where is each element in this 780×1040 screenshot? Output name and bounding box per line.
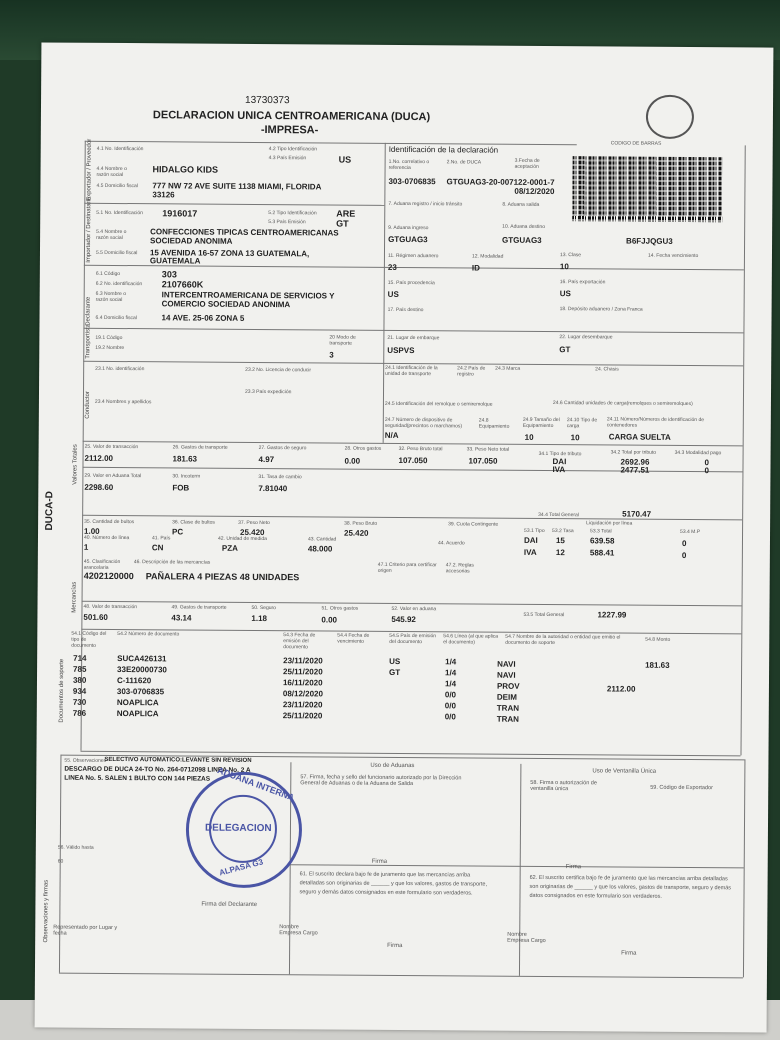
label-25: 25. Valor de transacción	[84, 443, 139, 451]
value-53-5: 1227.99	[597, 610, 627, 620]
label-29: 29. Valor en Aduana Total	[84, 472, 142, 480]
doc-date: 08/12/2020	[282, 689, 323, 699]
value-52: 545.92	[391, 614, 416, 625]
label-62: 62. El suscrito certifica bajo fe de juramento que las mercancías arriba detalladas son originarias de ______ y que los valores, gastos de transporte, seguro y demás datos consignados en este formulario son verdaderos.	[529, 874, 732, 900]
rule	[85, 141, 577, 145]
doc-line: 0/0	[444, 690, 457, 700]
value-24-9: 10	[524, 432, 534, 442]
value-31: 7.81040	[258, 483, 288, 494]
value-6-1: 303	[161, 269, 177, 280]
liq-header: Liquidación por línea	[586, 520, 633, 527]
doc-authority: NAVI	[497, 670, 516, 680]
doc-code: 785	[73, 664, 87, 674]
tributo-tipo-0: DAI	[552, 457, 567, 467]
value-21: USPVS	[387, 345, 415, 356]
section-conductor-label: Conductor	[84, 391, 92, 419]
label-18: 18. Depósito aduanero / Zona Franca	[559, 306, 643, 313]
section-valores-label: Valores Totales	[72, 444, 79, 485]
stamp-top-text: ADUANA INTERNA	[216, 765, 296, 803]
tributo-modo-0: 0	[704, 458, 710, 468]
label-26: 26. Gastos de transporte	[172, 444, 228, 451]
doc-number: 33E20000730	[117, 665, 167, 675]
doc-line: 1/4	[444, 679, 457, 689]
doc-date: 25/11/2020	[283, 667, 323, 677]
doc-code: 730	[72, 697, 87, 707]
label-50: 50. Seguro	[251, 604, 276, 612]
right-border	[740, 145, 745, 755]
value-51: 0.00	[321, 615, 338, 625]
value-2: GTGUAG3-20-007122-0001-7	[446, 177, 555, 188]
value-5-5-b: GUATEMALA	[149, 256, 201, 266]
section-documentos-label: Documentos de soporte	[58, 658, 66, 723]
value-control-code: B6FJJQGU3	[626, 236, 673, 246]
section-observaciones-label: Observaciones y firmas	[43, 879, 50, 943]
tributo-total-0: 2692.96	[620, 457, 650, 467]
label-52: 52. Valor en aduana	[391, 605, 437, 613]
section-exportador-label: Exportador / Proveedor	[86, 138, 93, 201]
doc-header-authority: 54.7 Nombre de la autoridad o entidad que emitió el documento de soporte	[505, 633, 621, 647]
duca-document	[35, 42, 774, 1032]
label-34-4: 34.4 Total General	[538, 511, 579, 519]
label-15: 15. País procedencia	[387, 279, 435, 287]
nombre-empresa-aduanas: Nombre Empresa Cargo	[279, 924, 318, 937]
label-24-5: 24.5 Identificación del remolque o semiremolque	[384, 400, 493, 408]
liq-mp-0: 0	[681, 538, 687, 548]
doc-authority: TRAN	[496, 703, 520, 713]
value-34-4: 5170.47	[622, 509, 652, 519]
doc-date: 23/11/2020	[283, 656, 323, 666]
value-5-2: ARE	[336, 208, 356, 219]
label-24-10: 24.10 Tipo de carga	[566, 417, 598, 430]
value-48: 501.60	[83, 612, 108, 622]
doc-number: C-111620	[116, 675, 152, 686]
value-15: US	[387, 289, 399, 299]
doc-authority: NAVI	[497, 659, 516, 669]
value-6-3-b: COMERCIO SOCIEDAD ANONIMA	[161, 299, 291, 310]
doc-header-expiry: 54.4 Fecha de vencimiento	[337, 632, 370, 645]
label-4-4: 4.4 Nombre o razón social	[96, 165, 127, 179]
value-40: 1	[83, 542, 89, 552]
label-24-2: 24.2 País de registro	[457, 365, 486, 378]
label-61: 61. El suscrito declara bajo fe de juramento que las mercancías arriba detalladas son originarias de ______ y que los valores, gastos de transporte, seguro y demás datos consignados en este formulario son verdaderos.	[299, 871, 488, 897]
label-58: 58. Firma o autorización de ventanilla única	[530, 779, 597, 793]
label-60: 60	[57, 858, 64, 865]
rule	[59, 973, 743, 979]
section-declarante-label: Declarante	[85, 296, 92, 326]
value-25: 2112.00	[84, 453, 114, 463]
label-11: 11. Régimen aduanero	[387, 252, 439, 260]
customs-logo	[646, 95, 694, 139]
label-36: 36. Clase de bultos	[172, 519, 215, 526]
label-5-4: 5.4 Nombre o razón social	[96, 228, 127, 242]
label-57: 57. Firma, fecha y sello del funcionario autorizado por la Dirección General de Aduanas o de la Aduana de Salida	[300, 774, 462, 788]
label-24-11: 24.11 Número/Números de identificación de contenedores	[606, 416, 705, 429]
doc-header-amount: 54.8 Monto	[645, 636, 671, 643]
label-24-chasis: 24. Chasis	[595, 366, 619, 373]
value-29: 2298.60	[84, 482, 114, 492]
label-24-8: 24.8 Equipamiento	[478, 417, 510, 430]
doc-line: 1/4	[445, 668, 457, 678]
label-19-2: 19.2 Nombre	[95, 344, 125, 352]
value-1: 303-0706835	[388, 176, 436, 187]
value-5-3: GT	[336, 218, 349, 229]
value-26: 181.63	[172, 454, 198, 464]
customs-stamp	[186, 765, 303, 888]
liq-tipo-1: IVA	[523, 547, 537, 557]
label-4-2: 4.2 Tipo Identificación	[268, 146, 318, 153]
firma-ventanilla: Firma	[565, 864, 582, 871]
value-5-4-a: CONFECCIONES TIPICAS CENTROAMERICANAS	[150, 227, 339, 238]
label-10: 10. Aduana destino	[502, 223, 546, 230]
label-53-2: 53.2 Tasa	[552, 528, 574, 535]
value-49: 43.14	[171, 613, 192, 623]
label-6-3: 6.3 Nombre o razón social	[95, 290, 127, 304]
label-55: 55. Observaciones	[64, 757, 107, 764]
barcode-label: CODIGO DE BARRAS	[610, 140, 662, 147]
value-12: ID	[471, 263, 480, 273]
rule	[84, 203, 384, 206]
label-20: 20 Modo de transporte	[329, 334, 356, 347]
value-3: 08/12/2020	[514, 186, 555, 197]
value-46: PAÑALERA 4 PIEZAS 48 UNIDADES	[145, 571, 300, 583]
value-4-5-a: 777 NW 72 AVE SUITE 1138 MIAMI, FLORIDA	[152, 181, 322, 192]
value-43: 48.000	[307, 544, 333, 554]
value-38: 25.420	[343, 528, 369, 538]
label-34-2: 34.2 Total por tributo	[610, 449, 657, 456]
value-55-b: DESCARGO DE DUCA 24-TO No. 264-0712098 LINEA No. 2 A	[64, 765, 251, 774]
label-51: 51. Otros gastos	[321, 605, 359, 612]
firma-aduanas: Firma	[371, 858, 388, 865]
value-13: 10	[559, 262, 569, 272]
doc-amount: 2112.00	[606, 684, 636, 694]
tributo-modo-1: 0	[704, 466, 709, 476]
value-5-5-a: 15 AVENIDA 16-57 ZONA 13 GUATEMALA,	[149, 248, 310, 259]
doc-code: 786	[72, 708, 87, 718]
doc-amount: 181.63	[645, 660, 670, 670]
value-33: 107.050	[468, 456, 498, 466]
doc-line: 0/0	[444, 701, 456, 711]
section-transportista-label: Transportista	[85, 323, 92, 359]
label-47-2: 47.2. Reglas accesorias	[445, 562, 474, 575]
label-2: 2.No. de DUCA	[446, 159, 482, 166]
label-30: 30. Incoterm	[172, 473, 201, 480]
label-34-1: 34.1 Tipo de tributo	[538, 450, 582, 458]
value-30: FOB	[172, 483, 190, 493]
value-9: GTGUAG3	[388, 234, 428, 245]
nombre-empresa-ventanilla: Nombre Empresa Cargo	[507, 931, 546, 944]
label-22: 22. Lugar desembarque	[559, 334, 613, 341]
stamp-bottom-text: ALPASA G3	[218, 857, 265, 878]
label-24-3: 24.3 Marca	[495, 365, 521, 372]
liq-total-0: 639.58	[589, 536, 615, 546]
barcode-image	[572, 156, 722, 222]
label-41: 41. País	[151, 535, 171, 542]
doc-code: 380	[72, 675, 87, 685]
label-19-1: 19.1 Código	[95, 334, 123, 342]
value-6-2: 2107660K	[161, 279, 204, 290]
label-46: 46. Descripción de las mercancías	[133, 559, 211, 566]
value-41: CN	[151, 543, 164, 553]
label-28: 28. Otros gastos	[344, 445, 382, 452]
value-55-a: SELECTIVO AUTOMATICO:LEVANTE SIN REVISION	[104, 756, 252, 764]
label-9: 9. Aduana ingreso	[388, 224, 429, 232]
label-59: 59. Código de Exportador	[650, 784, 713, 792]
label-43: 43. Cantidad	[307, 536, 337, 543]
doc-header-code: 54.1 Código del tipo de documento	[71, 630, 107, 649]
label-34-3: 34.3 Modalidad pago	[674, 449, 722, 457]
doc-number: 303-0706835	[116, 686, 165, 697]
value-22: GT	[559, 345, 571, 355]
doc-line: 1/4	[445, 657, 457, 667]
label-23-2: 23.2 No. Licencia de conducir	[245, 366, 312, 374]
rule	[83, 328, 743, 334]
doc-header-country: 54.5 País de emisión del documento	[389, 632, 437, 646]
value-4-3: US	[338, 154, 352, 165]
label-12: 12. Modalidad	[471, 253, 504, 260]
doc-authority: TRAN	[496, 714, 519, 724]
label-3: 3.Fecha de aceptación	[514, 157, 540, 170]
value-32: 107.050	[398, 455, 428, 466]
label-4-1: 4.1 No. Identificación	[96, 145, 144, 153]
value-55-c: LINEA No. 5. SALEN 1 BULTO CON 144 PIEZAS	[64, 774, 211, 783]
label-42: 42. Unidad de medida	[217, 535, 267, 543]
duca-side-tag: DUCA-D	[44, 491, 56, 531]
firma-bottom-ventanilla: Firma	[621, 950, 637, 957]
center-divider	[383, 143, 386, 443]
value-37: 25.420	[240, 527, 265, 538]
label-37: 37. Peso Neto	[238, 519, 270, 527]
stamp-middle-text: DELEGACION	[204, 822, 272, 835]
value-42: PZA	[221, 543, 238, 553]
label-5-5: 5.5 Domicilio fiscal	[95, 249, 138, 257]
value-24-11: CARGA SUELTA	[608, 432, 671, 442]
doc-number: NOAPLICA	[116, 697, 159, 708]
doc-number: NOAPLICA	[116, 708, 159, 719]
uso-aduanas-header: Uso de Aduanas	[370, 762, 415, 770]
label-48: 48. Valor de transacción	[83, 603, 138, 611]
tributo-tipo-1: IVA	[552, 465, 566, 475]
doc-country: US	[389, 656, 401, 666]
label-5-1: 5.1 No. Identificación	[96, 209, 143, 217]
label-53-5: 53.5 Total General	[523, 611, 565, 619]
value-6-4: 14 AVE. 25-06 ZONA 5	[161, 313, 245, 323]
label-5-3: 5.3 País Emisión	[268, 219, 306, 226]
label-40: 40. Número de línea	[83, 534, 130, 542]
doc-code: 714	[73, 653, 87, 663]
doc-header-date: 54.3 Fecha de emisión del documento	[283, 632, 316, 651]
label-39: 39. Cuota Contingente	[448, 521, 499, 528]
label-38: 38. Peso Bruto	[344, 520, 378, 527]
section-mercancias-label: Mercancías	[71, 581, 78, 613]
liq-total-1: 588.41	[589, 548, 615, 558]
value-24-7: N/A	[384, 430, 399, 440]
label-27: 27. Gastos de seguro	[258, 444, 307, 452]
label-21: 21. Lugar de embarque	[387, 334, 440, 342]
value-5-4-b: SOCIEDAD ANONIMA	[150, 236, 233, 246]
value-36: PC	[172, 527, 184, 537]
doc-authority: PROV	[496, 681, 520, 691]
label-23-4: 23.4 Nombres y apellidos	[94, 398, 152, 406]
firma-bottom-aduanas: Firma	[387, 942, 403, 949]
label-32: 32. Peso Bruto total	[398, 445, 443, 453]
doc-date: 16/11/2020	[282, 678, 323, 688]
label-23-3: 23.3 País expedición	[244, 388, 292, 396]
label-24-1: 24.1 Identificación de la unidad de transporte	[385, 364, 438, 378]
doc-header-line: 54.6 Línea (al que aplica el documento)	[443, 633, 499, 646]
value-45: 4202120000	[83, 570, 134, 582]
doc-country: GT	[389, 667, 401, 677]
value-24-10: 10	[570, 433, 580, 443]
rule	[519, 764, 521, 976]
rule	[290, 864, 744, 871]
label-17: 17. País destino	[387, 306, 424, 314]
label-24-6: 24.6 Cantidad unidades de carga(remolques o semiremolques)	[552, 400, 693, 408]
label-53-3: 53.3 Total	[590, 528, 612, 535]
label-8: 8. Aduana salida	[502, 201, 540, 208]
label-35: 35. Cantidad de bultos	[84, 518, 135, 526]
value-16: US	[559, 289, 571, 299]
liq-tipo-0: DAI	[523, 535, 538, 545]
label-47-1: 47.1 Criterio para certificar origen	[377, 561, 437, 574]
label-6-2: 6.2 No. identificación	[95, 280, 143, 288]
liq-tasa-1: 12	[555, 548, 565, 558]
value-4-5-b: 33126	[152, 190, 175, 200]
label-33: 33. Peso Neto total	[466, 446, 510, 453]
document-title: DECLARACION UNICA CENTROAMERICANA (DUCA)	[152, 109, 431, 124]
label-4-3: 4.3 País Emisión	[268, 155, 307, 162]
doc-code: 934	[72, 686, 87, 696]
value-27: 4.97	[258, 454, 275, 465]
doc-header-number: 54.2 Número de documento	[117, 631, 180, 638]
label-6-4: 6.4 Domicilio fiscal	[95, 314, 137, 322]
label-4-5: 4.5 Domicilio fiscal	[96, 182, 138, 190]
label-53-4: 53.4 M.P	[680, 528, 701, 536]
label-24-7: 24.7 Número de dispositivo de seguridad(precintos o marchamos)	[384, 416, 463, 430]
document-subtitle: -IMPRESA-	[260, 123, 319, 137]
doc-line: 0/0	[444, 712, 456, 722]
label-24-9: 24.9 Tamaño del Equipamiento	[522, 416, 560, 430]
label-53-1: 53.1 Tipo	[524, 527, 545, 534]
value-28: 0.00	[344, 456, 361, 466]
label-56: 56. Válido hasta	[57, 844, 94, 851]
label-23-1: 23.1 No. identificación	[95, 365, 145, 373]
tributo-total-1: 2477.51	[620, 465, 650, 475]
label-16: 16. País exportación	[559, 279, 606, 286]
doc-date: 23/11/2020	[282, 700, 323, 710]
document-number: 13730373	[245, 94, 290, 107]
identificacion-header: Identificación de la declaración	[388, 144, 499, 155]
label-49: 49. Gastos de transporte	[171, 604, 227, 611]
value-5-1: 1916017	[162, 208, 198, 219]
label-13: 13. Clase	[559, 252, 582, 259]
label-45: 45. Clasificación arancelaria	[83, 558, 121, 571]
value-11: 23	[387, 262, 397, 272]
label-5-2: 5.2 Tipo Identificación	[268, 210, 317, 217]
rule	[84, 262, 744, 272]
value-20: 3	[329, 350, 334, 360]
liq-tasa-0: 15	[555, 536, 565, 546]
value-10: GTGUAG3	[502, 235, 542, 245]
value-4-4: HIDALGO KIDS	[152, 164, 219, 175]
representado-label: Representado por Lugar y fecha	[53, 924, 118, 937]
label-31: 31. Tasa de cambio	[258, 473, 302, 481]
firma-declarante: Firma del Declarante	[201, 901, 258, 908]
value-35: 1.00	[84, 526, 100, 536]
label-44: 44. Acuerdo	[437, 540, 465, 547]
label-7: 7. Aduana registro / inicio tránsito	[388, 200, 463, 208]
doc-date: 25/11/2020	[282, 711, 323, 721]
liq-mp-1: 0	[681, 550, 687, 560]
doc-number: SUCA426131	[117, 654, 167, 664]
label-14: 14. Fecha vencimiento	[647, 252, 699, 260]
section-importador-label: Importador / Destinatario	[85, 196, 93, 263]
label-1: 1.No. correlativo o referencia	[388, 158, 430, 172]
value-50: 1.18	[251, 613, 268, 624]
uso-ventanilla-header: Uso de Ventanilla Única	[592, 768, 657, 775]
value-6-3-a: INTERCENTROAMERICANA DE SERVICIOS Y	[161, 290, 335, 301]
label-6-1: 6.1 Código	[95, 270, 121, 278]
doc-authority: DEIM	[496, 692, 517, 702]
